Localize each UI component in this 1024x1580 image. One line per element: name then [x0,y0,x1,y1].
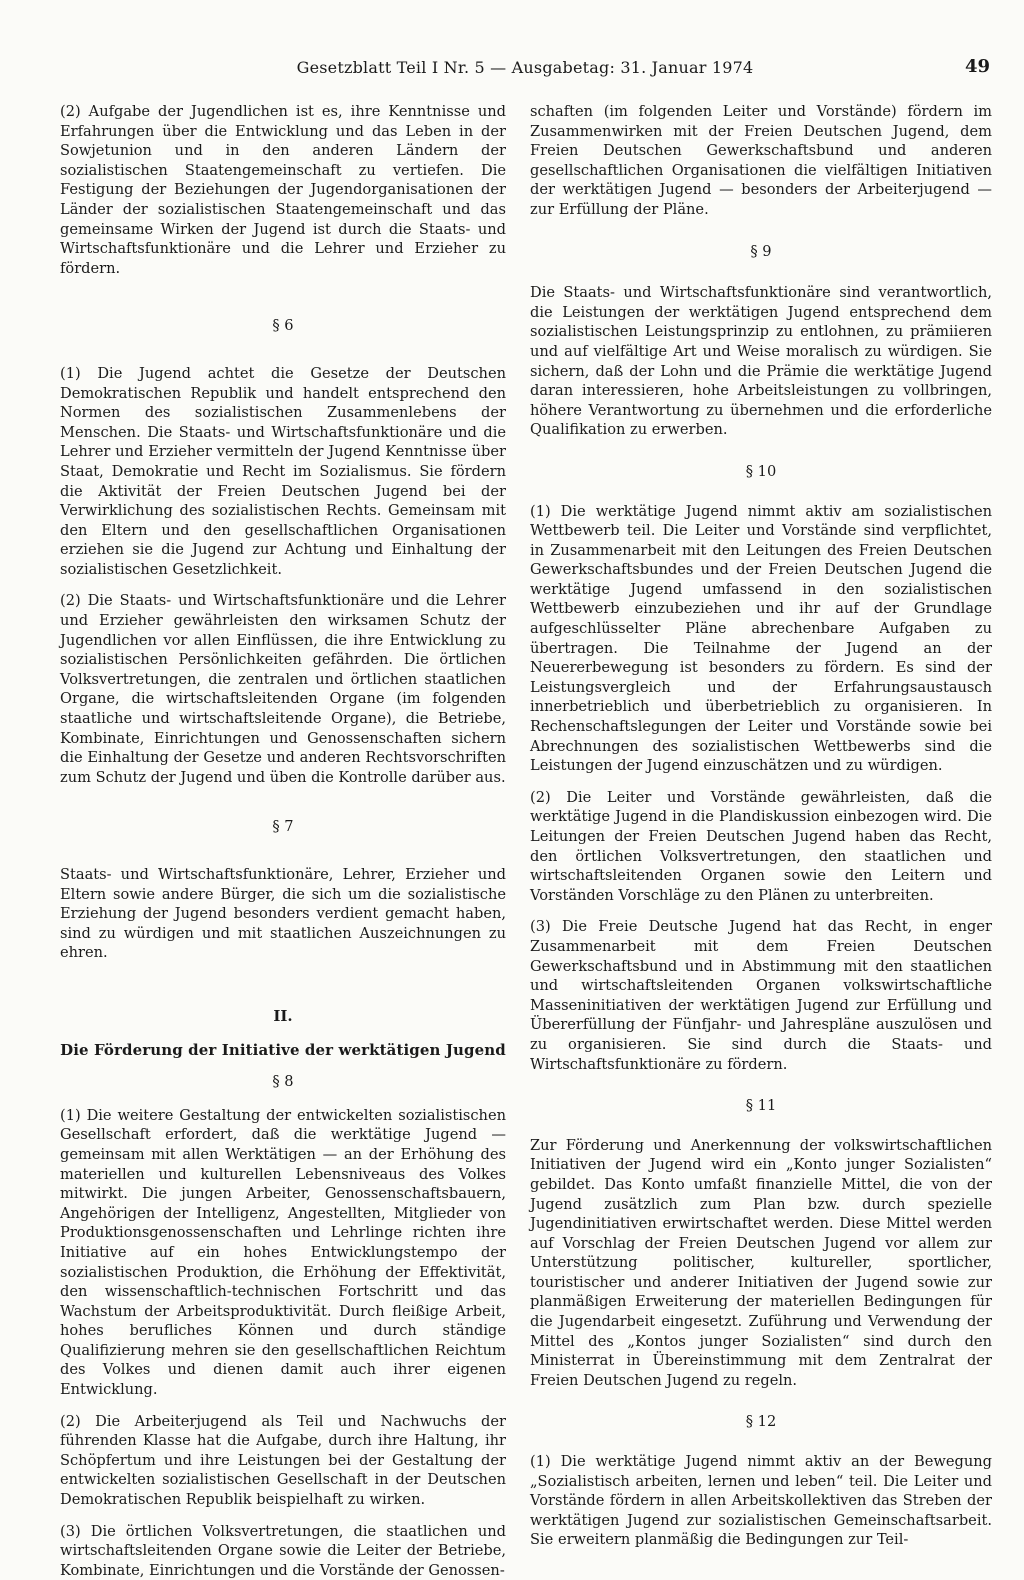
section-heading-7: § 7 [272,818,294,836]
paragraph-6-2: (2) Die Staats- und Wirtschaftsfunktionäre und die Lehrer und Erzieher gewährleisten den wirksamen Schutz der Jugendlichen vor allen Einflüssen, die ihre Entwicklung zu sozialistischen Persönlichkeiten gefährden. Die örtlichen Volksvertretungen, die zentralen und örtlichen staatlichen Organe, die wirtschaftsleitenden Organe (im folgenden staatliche und wirtschaftsleitende Organe), die Betriebe, Kombinate, Einrichtungen und Genossenschaften sichern die Einhaltung der Gesetze und anderen Rechtsvorschriften zum Schutz der Jugend und üben die Kontrolle darüber aus. [60,592,506,786]
chapter-title: Die Förderung der Initiative der werktätigen Jugend [60,1040,506,1059]
paragraph-10-3: (3) Die Freie Deutsche Jugend hat das Recht, in enger Zusammenarbeit mit dem Freien Deutschen Gewerkschaftsbund und in Abstimmung mit den staatlichen und wirtschaftsleitenden Organen volkswirtschaftliche Masseninitiativen der werktätigen Jugend zur Erfüllung und Übererfüllung der Fünfjahr- und Jahrespläne auszulösen und zu organisieren. Sie sind durch die Staats- und Wirtschaftsfunktionäre zu fördern. [530,918,992,1073]
paragraph-9: Die Staats- und Wirtschaftsfunktionäre sind verantwortlich, die Leistungen der werktätigen Jugend entsprechend dem sozialistischen Leistungsprinzip zu entlohnen, zu prämiieren und auf vielfältige Art und Weise moralisch zu würdigen. Sie sichern, daß der Lohn und die Prämie die werktätige Jugend daran interessieren, hohe Arbeitsleistungen zu vollbringen, höhere Verantwortung zu übernehmen und die erforderliche Qualifikation zu erwerben. [530,284,992,439]
left-column [60,102,506,1580]
paragraph-8-1: (1) Die weitere Gestaltung der entwickelten sozialistischen Gesellschaft erfordert, daß die werktätige Jugend — gemeinsam mit allen Werktätigen — an der Erhöhung des materiellen und kulturellen Lebensniveaus des Volkes mitwirkt. Die jungen Arbeiter, Genossenschaftsbauern, Angehörigen der Intelligenz, Angestellten, Mitglieder von Produktionsgenossenschaften und Lehrlinge richten ihre Initiative auf ein hohes Entwicklungstempo der sozialistischen Produktion, die Erhöhung der Effektivität, den wissenschaftlich-technischen Fortschritt und das Wachstum der Arbeitsproduktivität. Durch fleißige Arbeit, hohes berufliches Können und durch ständige Qualifizierung mehren sie den gesellschaftlichen Reichtum des Volkes und dienen damit auch ihrer eigenen Entwicklung. [60,1106,506,1399]
section-heading-11: § 11 [745,1097,777,1115]
paragraph-8-2: (2) Die Arbeiterjugend als Teil und Nachwuchs der führenden Klasse hat die Aufgabe, durch ihre Haltung, ihr Schöpfertum und ihre Leistungen bei der Gestaltung der entwickelten sozialistischen Gesellschaft in der Deutschen Demokratischen Republik beispielhaft zu wirken. [60,1412,506,1509]
paragraph-12-1: (1) Die werktätige Jugend nimmt aktiv an der Bewegung „Sozialistisch arbeiten, lernen und leben“ teil. Die Leiter und Vorstände fördern in allen Arbeitskollektiven das Streben der werktätigen Jugend zur sozialistischen Gemeinschaftsarbeit. Sie erweitern planmäßig die Bedingungen zur Teil- [530,1453,992,1549]
section-heading-8: § 8 [272,1073,294,1091]
paragraph-8-3: (3) Die örtlichen Volksvertretungen, die staatlichen und wirtschaftsleitenden Organe sowie die Leiter der Betriebe, Kombinate, Einrichtungen und die Vorstände der Genossen- [60,1522,506,1579]
page-header [60,58,990,86]
paragraph-7: Staats- und Wirtschaftsfunktionäre, Lehrer, Erzieher und Eltern sowie andere Bürger, die sich um die sozialistische Erziehung der Jugend besonders verdient gemacht haben, sind zu würdigen und mit staatlichen Auszeichnungen zu ehren. [60,866,506,962]
paragraph-8-3-continued: schaften (im folgenden Leiter und Vorstände) fördern im Zusammenwirken mit der Freien Deutschen Jugend, dem Freien Deutschen Gewerkschaftsbund und anderen gesellschaftlichen Organisationen die vielfältigen Initiativen der werktätigen Jugend — besonders der Arbeiterjugend — zur Erfüllung der Pläne. [530,103,992,218]
section-heading-6: § 6 [272,317,294,335]
page-number: 49 [964,56,990,77]
paragraph-6-1: (1) Die Jugend achtet die Gesetze der Deutschen Demokratischen Republik und handelt entsprechend den Normen des sozialistischen Zusammenlebens der Menschen. Die Staats- und Wirtschaftsfunktionäre und die Lehrer und Erzieher vermitteln der Jugend Kenntnisse über Staat, Demokratie und Recht im Sozialismus. Sie fördern die Aktivität der Freien Deutschen Jugend bei der Verwirklichung des sozialistischen Rechts. Gemeinsam mit den Eltern und den gesellschaftlichen Organisationen erziehen sie die Jugend zur Achtung und Einhaltung der sozialistischen Gesetzlichkeit. [60,364,506,578]
paragraph-10-1: (1) Die werktätige Jugend nimmt aktiv am sozialistischen Wettbewerb teil. Die Leiter und Vorstände sind verpflichtet, in Zusammenarbeit mit den Leitungen des Freien Deutschen Gewerkschaftsbundes und der Freien Deutschen Jugend die werktätige Jugend umfassend in den sozialistischen Wettbewerb einzubeziehen und ihr auf der Grundlage aufgeschlüsselter Pläne abrechenbare Aufgaben zu übertragen. Die Teilnahme der Jugend an der Neuererbewegung ist besonders zu fördern. Es sind der Leistungsvergleich und der Erfahrungsaustausch innerbetrieblich und überbetrieblich zu organisieren. In Rechenschaftslegungen der Leiter und Vorstände sowie bei Abrechnungen des sozialistischen Wettbewerbs sind die Leistungen der Jugend einzuschätzen und zu würdigen. [530,502,992,775]
section-heading-10: § 10 [745,462,777,480]
chapter-number: II. [273,1006,293,1025]
paragraph-5-2: (2) Aufgabe der Jugendlichen ist es, ihre Kenntnisse und Erfahrungen über die Entwicklung und das Leben in der Sowjetunion und in den anderen Ländern der sozialistischen Staatengemeinschaft zu vertiefen. Die Festigung der Beziehungen der Jugendorganisationen der Länder der sozialistischen Staatengemeinschaft und das gemeinsame Wirken der Jugend ist durch die Staats- und Wirtschaftsfunktionäre und die Lehrer und Erzieher zu fördern. [60,103,506,277]
running-title: Gesetzblatt Teil I Nr. 5 — Ausgabetag: 31. Januar 1974 [296,58,754,77]
section-heading-9: § 9 [750,242,772,260]
paragraph-10-2: (2) Die Leiter und Vorstände gewährleisten, daß die werktätige Jugend in die Plandiskussion einbezogen wird. Die Leitungen der Freien Deutschen Jugend haben das Recht, den örtlichen Volksvertretungen, den staatlichen und wirtschaftsleitenden Organen sowie den Leitern und Vorständen Vorschläge zu den Plänen zu unterbreiten. [530,788,992,904]
right-column [530,102,992,1550]
paragraph-11: Zur Förderung und Anerkennung der volkswirtschaftlichen Initiativen der Jugend wird ein „Konto junger Sozialisten“ gebildet. Das Konto umfaßt finanzielle Mittel, die von der Jugend zusätzlich zum Plan bzw. durch spezielle Jugendinitiativen erwirtschaftet werden. Diese Mittel werden auf Vorschlag der Freien Deutschen Jugend vor allem zur Unterstützung politischer, kultureller, sportlicher, touristischer und anderer Initiativen der Jugend sowie zur planmäßigen Erweiterung der materiellen Bedingungen für die Jugendarbeit eingesetzt. Zuführung und Verwendung der Mittel des „Kontos junger Sozialisten“ sind durch den Ministerrat in Übereinstimmung mit dem Zentralrat der Freien Deutschen Jugend zu regeln. [530,1136,992,1389]
section-heading-12: § 12 [745,1413,777,1431]
